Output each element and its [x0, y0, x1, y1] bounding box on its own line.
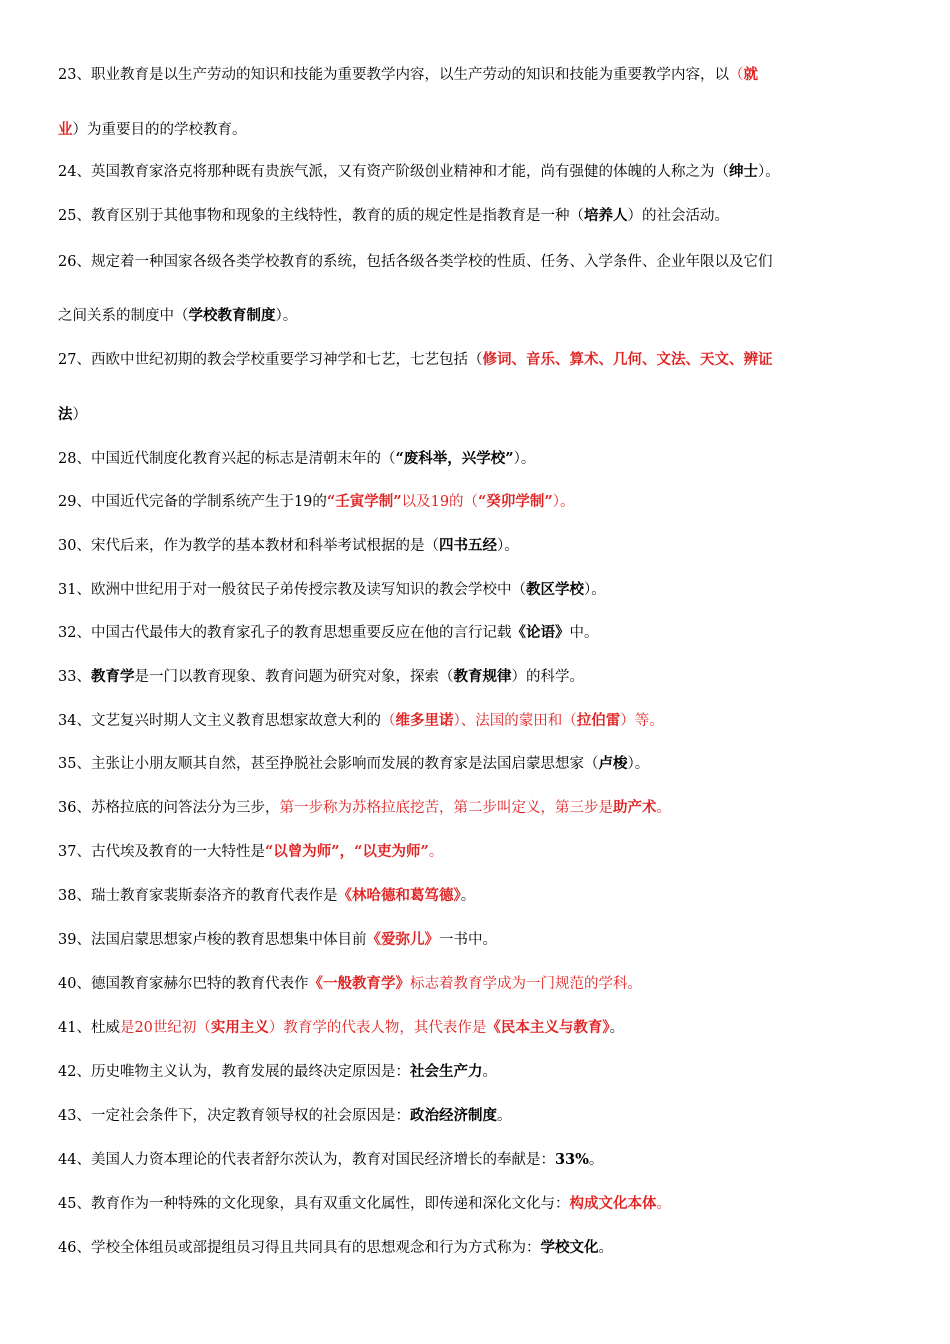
bold-answer: 《论语》 [511, 624, 570, 641]
line-text: 。 [598, 1240, 613, 1256]
text-line [58, 120, 920, 140]
text-line [58, 65, 920, 85]
highlighted-answer: 。 [656, 800, 671, 816]
highlighted-answer: ）教育学的代表人物，其代表作是 [268, 1020, 487, 1036]
line-text: 是一门以教育现象、教育问题为研究对象，探索（ [134, 669, 454, 685]
line-text: ） [72, 407, 87, 423]
text-line [58, 449, 920, 469]
bold-answer: 学校教育制度 [188, 307, 276, 324]
line-text: 44、美国人力资本理论的代表者舒尔茨认为，教育对国民经济增长的奉献是： [58, 1152, 555, 1168]
line-text: ）。 [496, 538, 519, 554]
text-line [58, 974, 920, 994]
bold-answer: 培养人 [583, 207, 628, 224]
line-text: 30、宋代后来，作为教学的基本教材和科举考试根据的是（ [58, 538, 439, 554]
highlighted-answer: ）、法国的蒙田和（ [453, 713, 577, 729]
line-text: 40、德国教育家赫尔巴特的教育代表作 [58, 976, 309, 992]
text-line [58, 667, 920, 687]
bold-answer: 社会生产力 [409, 1063, 483, 1080]
text-line [58, 350, 920, 370]
highlighted-answer: 《爱弥儿》 [366, 931, 439, 948]
highlighted-answer: “壬寅学制” [326, 493, 402, 510]
text-line [58, 306, 920, 326]
text-line [58, 886, 920, 906]
line-text: 31、欧洲中世纪用于对一般贫民子弟传授宗教及读写知识的教会学校中（ [58, 582, 526, 598]
highlighted-answer: （ [728, 67, 744, 83]
highlighted-answer: 第一步称为苏格拉底挖苦，第二步叫定义，第三步是 [279, 800, 613, 816]
line-text: ）。 [627, 756, 650, 772]
highlighted-answer: 《林哈德和葛笃德》 [337, 887, 461, 904]
text-line [58, 252, 920, 272]
bold-answer: 33% [554, 1151, 589, 1168]
highlighted-answer: （ [380, 713, 396, 729]
highlighted-answer: 《民本主义与教育》 [486, 1019, 610, 1036]
text-line [58, 842, 920, 862]
line-text: ）的社会活动。 [627, 208, 729, 224]
line-text: 38、瑞士教育家裴斯泰洛齐的教育代表作是 [58, 888, 338, 904]
text-line [58, 1194, 920, 1214]
line-text: 39、法国启蒙思想家卢梭的教育思想集中体目前 [58, 932, 367, 948]
highlighted-answer: 拉伯雷 [576, 712, 621, 729]
line-text: ）的科学。 [511, 669, 584, 685]
highlighted-answer: 。 [428, 844, 444, 860]
line-text: 。 [588, 1152, 604, 1168]
text-line [58, 580, 920, 600]
line-text: 26、规定着一种国家各级各类学校教育的系统，包括各级各类学校的性质、任务、入学条件、企业年限以及它们 [58, 254, 773, 270]
bold-answer: 学校文化 [540, 1239, 599, 1256]
line-text: 23、职业教育是以生产劳动的知识和技能为重要教学内容，以生产劳动的知识和技能为重要教学内容，以 [58, 67, 729, 83]
line-text: 。 [609, 1020, 625, 1036]
line-text: 43、一定社会条件下，决定教育领导权的社会原因是： [58, 1108, 410, 1124]
text-line [58, 206, 920, 226]
bold-answer: 法 [58, 406, 73, 423]
line-text: 24、英国教育家洛克将那种既有贵族气派，又有资产阶级创业精神和才能，尚有强健的体魄的人称之为（ [58, 164, 729, 180]
bold-answer: 四书五经 [438, 537, 497, 554]
line-text: ）。 [275, 308, 298, 324]
bold-answer: 教育学 [90, 668, 135, 685]
line-text: 33、 [58, 669, 91, 685]
line-text: 32、中国古代最伟大的教育家孔子的教育思想重要反应在他的言行记载 [58, 625, 512, 641]
highlighted-answer: ）。 [552, 494, 575, 510]
line-text: 之间关系的制度中（ [58, 308, 189, 324]
highlighted-answer: 。 [656, 1196, 671, 1212]
line-text: 29、中国近代完备的学制系统产生于19的 [58, 494, 327, 510]
text-line [58, 405, 920, 425]
line-text: 35、主张让小朋友顺其自然，甚至挣脱社会影响而发展的教育家是法国启蒙思想家（ [58, 756, 599, 772]
text-line [58, 1150, 920, 1170]
highlighted-answer: 业 [58, 121, 73, 138]
highlighted-answer: “以曾为师”，“以吏为师” [264, 843, 429, 860]
text-line [58, 1062, 920, 1082]
text-line [58, 492, 920, 512]
highlighted-answer: 是20世纪初（ [119, 1020, 211, 1036]
highlighted-answer: 维多里诺 [395, 712, 454, 729]
highlighted-answer: “癸卯学制” [478, 493, 553, 510]
line-text: ）。 [513, 451, 536, 467]
line-text: 45、教育作为一种特殊的文化现象，具有双重文化属性，即传递和深化文化与： [58, 1196, 570, 1212]
line-text: 25、教育区别于其他事物和现象的主线特性，教育的质的规定性是指教育是一种（ [58, 208, 584, 224]
bold-answer: 教区学校 [525, 581, 584, 598]
line-text: 41、杜威 [58, 1020, 120, 1036]
highlighted-answer: 标志着教育学成为一门规范的学科。 [409, 976, 642, 992]
bold-answer: 教育规律 [453, 668, 512, 685]
highlighted-answer: 《一般教育学》 [308, 975, 410, 992]
line-text: 36、苏格拉底的问答法分为三步， [58, 800, 280, 816]
text-line [58, 1018, 920, 1038]
bold-answer: “废科举，兴学校” [395, 450, 514, 467]
bold-answer: 卢梭 [598, 755, 628, 772]
text-line [58, 711, 920, 731]
bold-answer: 政治经济制度 [409, 1107, 497, 1124]
line-text: 34、文艺复兴时期人文主义教育思想家故意大利的 [58, 713, 381, 729]
highlighted-answer: 实用主义 [210, 1019, 269, 1036]
text-line [58, 798, 920, 818]
text-line [58, 623, 920, 643]
line-text: 46、学校全体组员或部提组员习得且共同具有的思想观念和行为方式称为： [58, 1240, 541, 1256]
line-text: 中。 [569, 625, 599, 641]
highlighted-answer: 构成文化本体 [569, 1195, 657, 1212]
line-text: 37、古代埃及教育的一大特性是 [58, 844, 265, 860]
highlighted-answer: 以及19的（ [401, 494, 479, 510]
text-line [58, 1106, 920, 1126]
line-text: ）为重要目的的学校教育。 [72, 122, 247, 138]
highlighted-answer: 修词、音乐、算术、几何、文法、天文、辨证 [482, 351, 773, 368]
line-text: 42、历史唯物主义认为，教育发展的最终决定原因是： [58, 1064, 410, 1080]
text-line [58, 930, 920, 950]
text-line [58, 754, 920, 774]
line-text: 。 [482, 1064, 497, 1080]
text-line [58, 536, 920, 556]
line-text: 。 [496, 1108, 512, 1124]
bold-answer: 绅士 [728, 163, 758, 180]
highlighted-answer: 助产术 [612, 799, 657, 816]
text-line [58, 1238, 920, 1258]
line-text: 27、西欧中世纪初期的教会学校重要学习神学和七艺，七艺包括（ [58, 352, 483, 368]
line-text: 一书中。 [438, 932, 497, 948]
line-text: 28、中国近代制度化教育兴起的标志是清朝末年的（ [58, 451, 396, 467]
highlighted-answer: ）等。 [620, 713, 664, 729]
line-text: ）。 [757, 164, 780, 180]
highlighted-answer: 就 [743, 66, 758, 83]
text-line [58, 162, 920, 182]
line-text: 。 [460, 888, 476, 904]
line-text: ）。 [583, 582, 606, 598]
